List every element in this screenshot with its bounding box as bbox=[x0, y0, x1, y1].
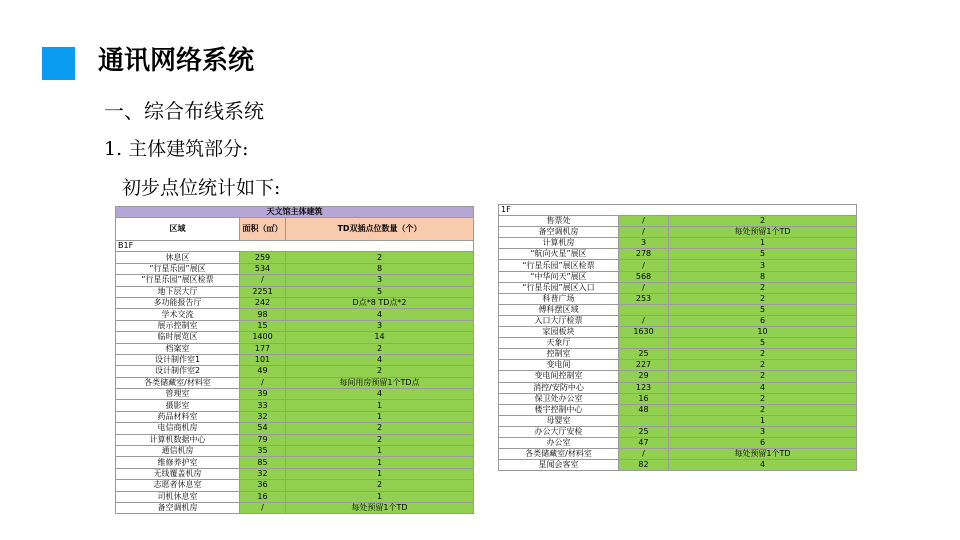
table-row bbox=[116, 286, 474, 297]
cell-name: 母婴室 bbox=[499, 415, 619, 426]
table-row bbox=[499, 327, 857, 338]
table-row bbox=[499, 437, 857, 448]
cell-points: 1 bbox=[286, 457, 474, 468]
cell-points: 1 bbox=[286, 491, 474, 502]
cell-name: 售票处 bbox=[499, 216, 619, 227]
cell-name: 设计制作室1 bbox=[116, 354, 240, 365]
table-row bbox=[116, 434, 474, 445]
cell-name: 档案室 bbox=[116, 343, 240, 354]
cell-points: 2 bbox=[669, 393, 857, 404]
cell-points: 2 bbox=[286, 252, 474, 263]
cell-area: 33 bbox=[240, 400, 286, 411]
cell-points: 3 bbox=[286, 320, 474, 331]
table-row bbox=[499, 349, 857, 360]
cell-area: 123 bbox=[619, 382, 669, 393]
table-row bbox=[116, 377, 474, 388]
table-row bbox=[116, 468, 474, 479]
cell-points: 3 bbox=[669, 260, 857, 271]
cell-area: / bbox=[619, 216, 669, 227]
cell-area: 253 bbox=[619, 293, 669, 304]
table-row bbox=[499, 404, 857, 415]
cell-name: 计算机房 bbox=[499, 238, 619, 249]
cell-points: 5 bbox=[669, 249, 857, 260]
cell-name: “航向火星”展区 bbox=[499, 249, 619, 260]
cell-area: 16 bbox=[240, 491, 286, 502]
cell-area bbox=[619, 415, 669, 426]
cell-area: 32 bbox=[240, 468, 286, 479]
cell-name: 电信商机房 bbox=[116, 423, 240, 434]
cell-name: 地下层大厅 bbox=[116, 286, 240, 297]
cell-points: 5 bbox=[669, 304, 857, 315]
table-row bbox=[499, 315, 857, 326]
table-row bbox=[499, 271, 857, 282]
cell-name: “行星乐园”展区检票 bbox=[499, 260, 619, 271]
table-row bbox=[116, 354, 474, 365]
cell-area: 49 bbox=[240, 366, 286, 377]
table-row bbox=[499, 382, 857, 393]
cell-name: 维修养护室 bbox=[116, 457, 240, 468]
section-heading: 一、综合布线系统 bbox=[104, 99, 264, 123]
cell-points: 14 bbox=[286, 332, 474, 343]
cell-points: D点*8 TD点*2 bbox=[286, 297, 474, 308]
table-row bbox=[499, 460, 857, 471]
cell-area: 32 bbox=[240, 411, 286, 422]
table-row bbox=[116, 457, 474, 468]
table-row bbox=[499, 449, 857, 460]
cell-area: 54 bbox=[240, 423, 286, 434]
cell-name: 管理室 bbox=[116, 389, 240, 400]
cell-name: 各类储藏室/材料室 bbox=[116, 377, 240, 388]
1f-point-table bbox=[498, 204, 857, 471]
cell-area: / bbox=[619, 260, 669, 271]
cell-name: 多功能报告厅 bbox=[116, 297, 240, 308]
cell-points: 2 bbox=[669, 349, 857, 360]
cell-points: 1 bbox=[286, 468, 474, 479]
stats-intro: 初步点位统计如下: bbox=[122, 177, 281, 199]
cell-points: 2 bbox=[669, 360, 857, 371]
table-row bbox=[116, 491, 474, 502]
table-row bbox=[116, 263, 474, 274]
cell-name: 变电间 bbox=[499, 360, 619, 371]
table-banner-row bbox=[116, 207, 474, 218]
table-row bbox=[116, 366, 474, 377]
cell-area: 177 bbox=[240, 343, 286, 354]
cell-points: 1 bbox=[286, 446, 474, 457]
cell-points: 1 bbox=[669, 238, 857, 249]
table-row bbox=[116, 502, 474, 513]
cell-points: 1 bbox=[286, 400, 474, 411]
section-label-b1f: B1F bbox=[116, 241, 474, 252]
cell-name: 学术交流 bbox=[116, 309, 240, 320]
cell-points: 3 bbox=[286, 275, 474, 286]
subsection-heading: 1. 主体建筑部分: bbox=[104, 138, 249, 160]
cell-name: “行星乐园”展区检票 bbox=[116, 275, 240, 286]
cell-area: 98 bbox=[240, 309, 286, 320]
cell-points: 5 bbox=[669, 338, 857, 349]
table-row bbox=[116, 252, 474, 263]
cell-name: 志愿者休息室 bbox=[116, 480, 240, 491]
slide-title: 通讯网络系统 bbox=[98, 46, 255, 76]
cell-points: 4 bbox=[286, 389, 474, 400]
cell-area: 85 bbox=[240, 457, 286, 468]
table-row bbox=[499, 249, 857, 260]
section-row bbox=[499, 205, 857, 216]
title-accent-square bbox=[42, 47, 75, 80]
cell-name: 药品材料室 bbox=[116, 411, 240, 422]
cell-area: 242 bbox=[240, 297, 286, 308]
cell-name: 楼宇控制中心 bbox=[499, 404, 619, 415]
table-row bbox=[499, 371, 857, 382]
cell-name: “中华问天”展区 bbox=[499, 271, 619, 282]
cell-points: 3 bbox=[669, 426, 857, 437]
b1f-point-table bbox=[115, 206, 474, 514]
cell-points: 2 bbox=[669, 282, 857, 293]
cell-points: 8 bbox=[286, 263, 474, 274]
header-area: 面积（㎡） bbox=[240, 218, 286, 241]
cell-name: 设计制作室2 bbox=[116, 366, 240, 377]
cell-name: 天象厅 bbox=[499, 338, 619, 349]
table-row bbox=[116, 297, 474, 308]
cell-name: 控制室 bbox=[499, 349, 619, 360]
cell-points: 6 bbox=[669, 437, 857, 448]
cell-points: 4 bbox=[669, 460, 857, 471]
cell-points: 每处预留1个TD bbox=[669, 449, 857, 460]
table-row bbox=[499, 282, 857, 293]
section-row bbox=[116, 241, 474, 252]
header-area-name: 区域 bbox=[116, 218, 240, 241]
table-row bbox=[499, 216, 857, 227]
cell-area: 101 bbox=[240, 354, 286, 365]
cell-area bbox=[619, 304, 669, 315]
cell-area: / bbox=[240, 275, 286, 286]
cell-name: 摄影室 bbox=[116, 400, 240, 411]
cell-name: “行星乐园”展区入口 bbox=[499, 282, 619, 293]
cell-name: 消控/安防中心 bbox=[499, 382, 619, 393]
table-row bbox=[116, 411, 474, 422]
cell-points: 2 bbox=[669, 404, 857, 415]
cell-name: 办公大厅安检 bbox=[499, 426, 619, 437]
cell-area: 1630 bbox=[619, 327, 669, 338]
cell-points: 每处预留1个TD bbox=[286, 502, 474, 513]
cell-points: 2 bbox=[669, 293, 857, 304]
cell-points: 10 bbox=[669, 327, 857, 338]
cell-name: 休息区 bbox=[116, 252, 240, 263]
cell-area bbox=[619, 338, 669, 349]
cell-area: 79 bbox=[240, 434, 286, 445]
cell-area: / bbox=[240, 502, 286, 513]
table-row bbox=[499, 304, 857, 315]
cell-area: 25 bbox=[619, 426, 669, 437]
cell-name: 办公室 bbox=[499, 437, 619, 448]
cell-area: 25 bbox=[619, 349, 669, 360]
cell-name: 变电间控制室 bbox=[499, 371, 619, 382]
cell-area: 39 bbox=[240, 389, 286, 400]
cell-area: 259 bbox=[240, 252, 286, 263]
cell-points: 2 bbox=[286, 343, 474, 354]
table-row bbox=[116, 332, 474, 343]
cell-area: 227 bbox=[619, 360, 669, 371]
table-row bbox=[499, 227, 857, 238]
cell-name: 展示控制室 bbox=[116, 320, 240, 331]
table-row bbox=[116, 423, 474, 434]
cell-points: 5 bbox=[286, 286, 474, 297]
table-row bbox=[499, 360, 857, 371]
table-row bbox=[116, 320, 474, 331]
cell-area: / bbox=[619, 315, 669, 326]
table-row bbox=[116, 309, 474, 320]
cell-area: 1400 bbox=[240, 332, 286, 343]
cell-area: 278 bbox=[619, 249, 669, 260]
table-row bbox=[116, 480, 474, 491]
cell-name: 入口大厅检票 bbox=[499, 315, 619, 326]
cell-area: / bbox=[619, 227, 669, 238]
cell-area: 35 bbox=[240, 446, 286, 457]
cell-name: “行星乐园”展区 bbox=[116, 263, 240, 274]
cell-points: 4 bbox=[669, 382, 857, 393]
cell-area: / bbox=[619, 449, 669, 460]
cell-area: 16 bbox=[619, 393, 669, 404]
cell-points: 1 bbox=[286, 411, 474, 422]
table-row bbox=[116, 389, 474, 400]
cell-points: 每间用房预留1个TD点 bbox=[286, 377, 474, 388]
section-label-1f: 1F bbox=[499, 205, 857, 216]
cell-points: 1 bbox=[669, 415, 857, 426]
cell-area: / bbox=[619, 282, 669, 293]
table-row bbox=[499, 293, 857, 304]
cell-area: 15 bbox=[240, 320, 286, 331]
table-banner: 天文馆主体建筑 bbox=[116, 207, 474, 218]
cell-name: 通信机房 bbox=[116, 446, 240, 457]
cell-name: 家园板块 bbox=[499, 327, 619, 338]
cell-name: 司机休息室 bbox=[116, 491, 240, 502]
cell-area: 82 bbox=[619, 460, 669, 471]
table-row bbox=[499, 426, 857, 437]
cell-points: 8 bbox=[669, 271, 857, 282]
cell-points: 2 bbox=[669, 371, 857, 382]
cell-name: 无线覆盖机房 bbox=[116, 468, 240, 479]
table-row bbox=[499, 393, 857, 404]
cell-points: 2 bbox=[286, 423, 474, 434]
cell-name: 备空调机房 bbox=[499, 227, 619, 238]
table-row bbox=[116, 343, 474, 354]
table-row bbox=[499, 238, 857, 249]
cell-area: 47 bbox=[619, 437, 669, 448]
header-points: TD双插点位数量（个） bbox=[286, 218, 474, 241]
cell-area: 2251 bbox=[240, 286, 286, 297]
table-header-row bbox=[116, 218, 474, 241]
cell-area: 36 bbox=[240, 480, 286, 491]
cell-name: 科普广场 bbox=[499, 293, 619, 304]
cell-points: 4 bbox=[286, 354, 474, 365]
cell-name: 临时展览区 bbox=[116, 332, 240, 343]
cell-points: 2 bbox=[669, 216, 857, 227]
cell-points: 2 bbox=[286, 366, 474, 377]
table-row bbox=[499, 338, 857, 349]
cell-area: 48 bbox=[619, 404, 669, 415]
cell-area: 29 bbox=[619, 371, 669, 382]
table-row bbox=[499, 260, 857, 271]
cell-name: 各类储藏室/材料室 bbox=[499, 449, 619, 460]
cell-points: 2 bbox=[286, 480, 474, 491]
cell-area: 3 bbox=[619, 238, 669, 249]
cell-points: 4 bbox=[286, 309, 474, 320]
cell-name: 傅科摆区域 bbox=[499, 304, 619, 315]
table-row bbox=[116, 446, 474, 457]
cell-points: 每处预留1个TD bbox=[669, 227, 857, 238]
cell-area: 568 bbox=[619, 271, 669, 282]
cell-points: 2 bbox=[286, 434, 474, 445]
table-row bbox=[116, 275, 474, 286]
cell-name: 备空调机房 bbox=[116, 502, 240, 513]
cell-name: 计算机数据中心 bbox=[116, 434, 240, 445]
table-row bbox=[499, 415, 857, 426]
cell-points: 6 bbox=[669, 315, 857, 326]
table-row bbox=[116, 400, 474, 411]
cell-name: 保卫处办公室 bbox=[499, 393, 619, 404]
cell-name: 星闻会客室 bbox=[499, 460, 619, 471]
cell-area: 534 bbox=[240, 263, 286, 274]
cell-area: / bbox=[240, 377, 286, 388]
